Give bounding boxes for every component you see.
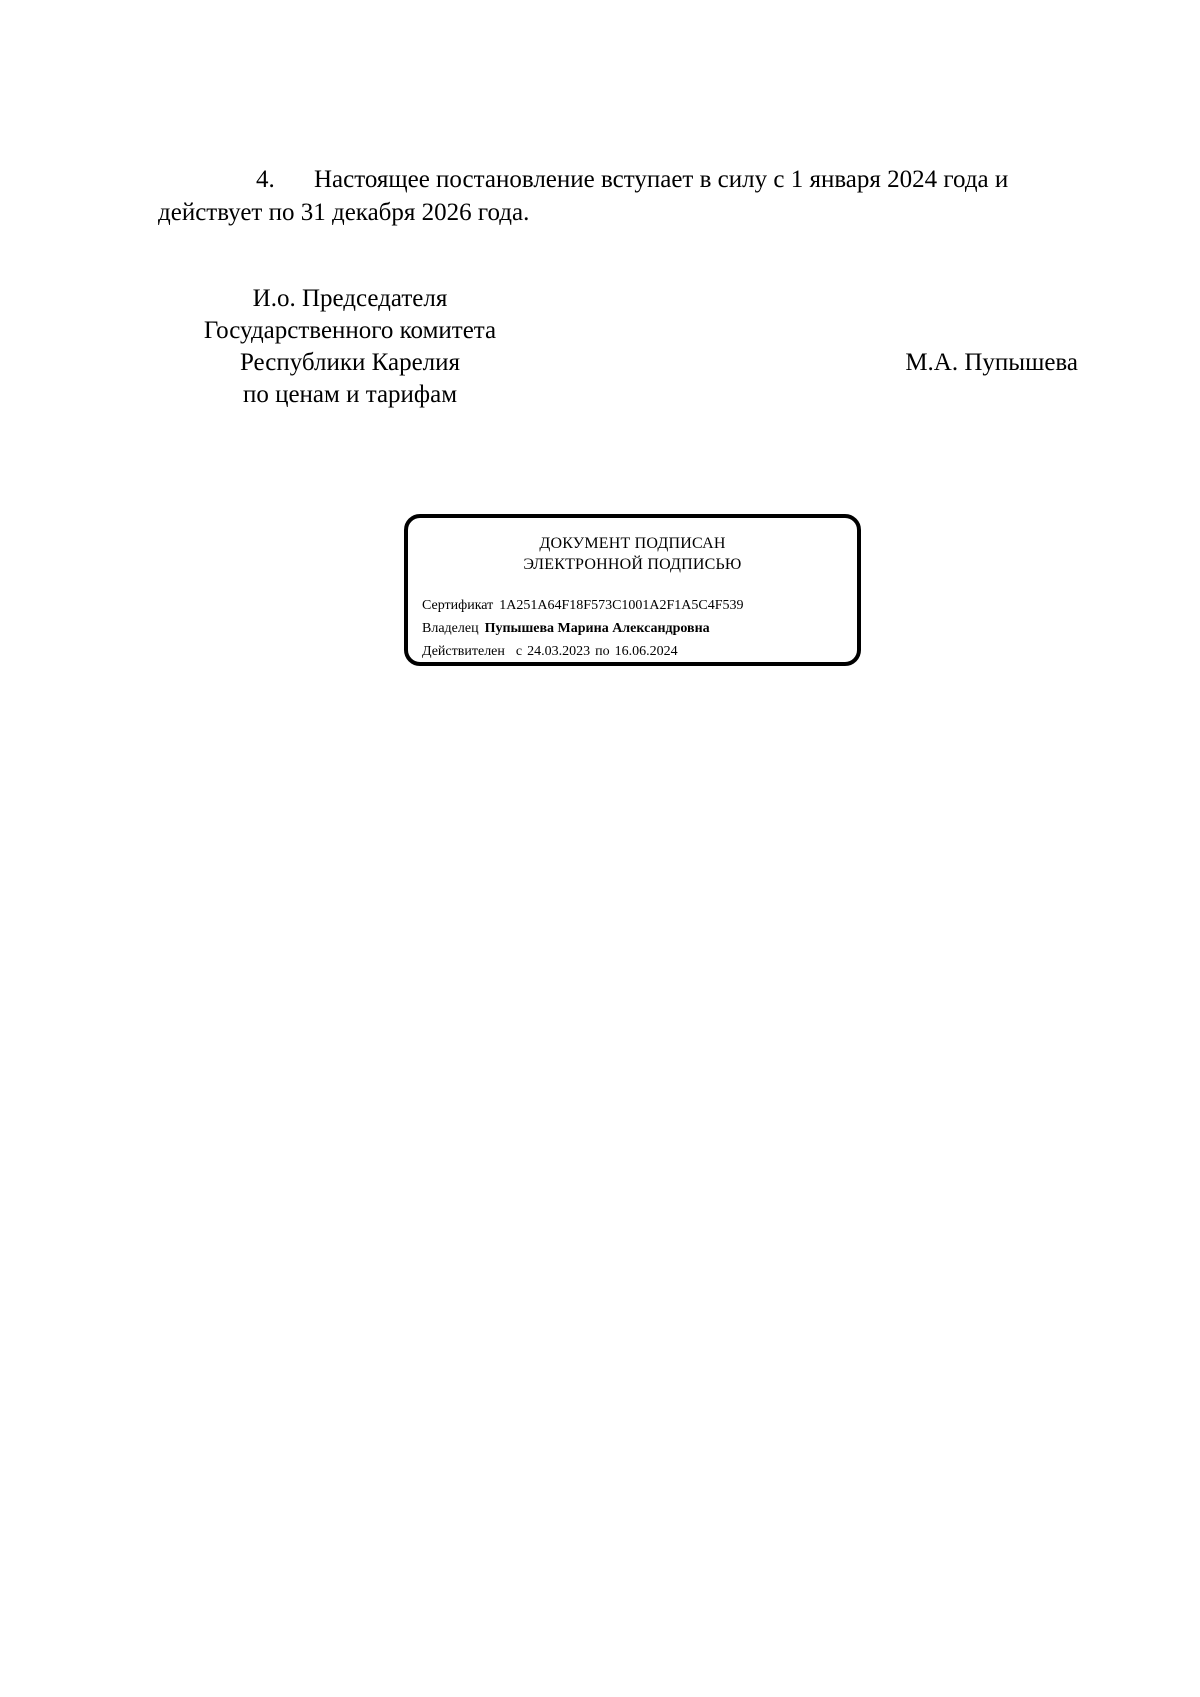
valid-to-date: 16.06.2024 xyxy=(614,644,678,659)
owner-label: Владелец xyxy=(422,621,479,636)
valid-from-prefix: с xyxy=(515,644,523,659)
stamp-heading xyxy=(408,533,857,575)
certificate-label: Сертификат xyxy=(422,598,494,613)
signatory-title-line: по ценам и тарифам xyxy=(242,381,458,408)
stamp-owner-row xyxy=(422,617,744,640)
stamp-heading-line-2: ЭЛЕКТРОННОЙ ПОДПИСЬЮ xyxy=(523,556,742,573)
signatory-name: М.А. Пупышева xyxy=(905,349,1078,376)
stamp-validity-row xyxy=(422,640,744,663)
signatory-title-line: Республики Карелия xyxy=(239,349,461,376)
paragraph-number: 4. xyxy=(256,166,275,193)
electronic-signature-stamp xyxy=(404,514,861,666)
stamp-heading-line-1: ДОКУМЕНТ ПОДПИСАН xyxy=(539,535,726,552)
paragraph-4 xyxy=(158,163,1118,229)
valid-to-prefix: по xyxy=(595,644,610,659)
signatory-title xyxy=(170,283,530,411)
signatory-title-line: И.о. Председателя xyxy=(252,285,448,312)
stamp-certificate-row xyxy=(422,594,744,617)
stamp-details xyxy=(422,594,744,663)
owner-value: Пупышева Марина Александровна xyxy=(484,621,710,636)
paragraph-text-line-2: действует по 31 декабря 2026 года. xyxy=(158,199,530,226)
certificate-value: 1A251A64F18F573C1001A2F1A5C4F539 xyxy=(499,598,744,613)
valid-from-date: 24.03.2023 xyxy=(527,644,591,659)
paragraph-line-1 xyxy=(158,163,1118,196)
paragraph-text-line-1: Настоящее постановление вступает в силу с 1 января 2024 года и xyxy=(314,166,1009,193)
signatory-title-line: Государственного комитета xyxy=(203,317,497,344)
valid-label: Действителен xyxy=(422,644,505,659)
